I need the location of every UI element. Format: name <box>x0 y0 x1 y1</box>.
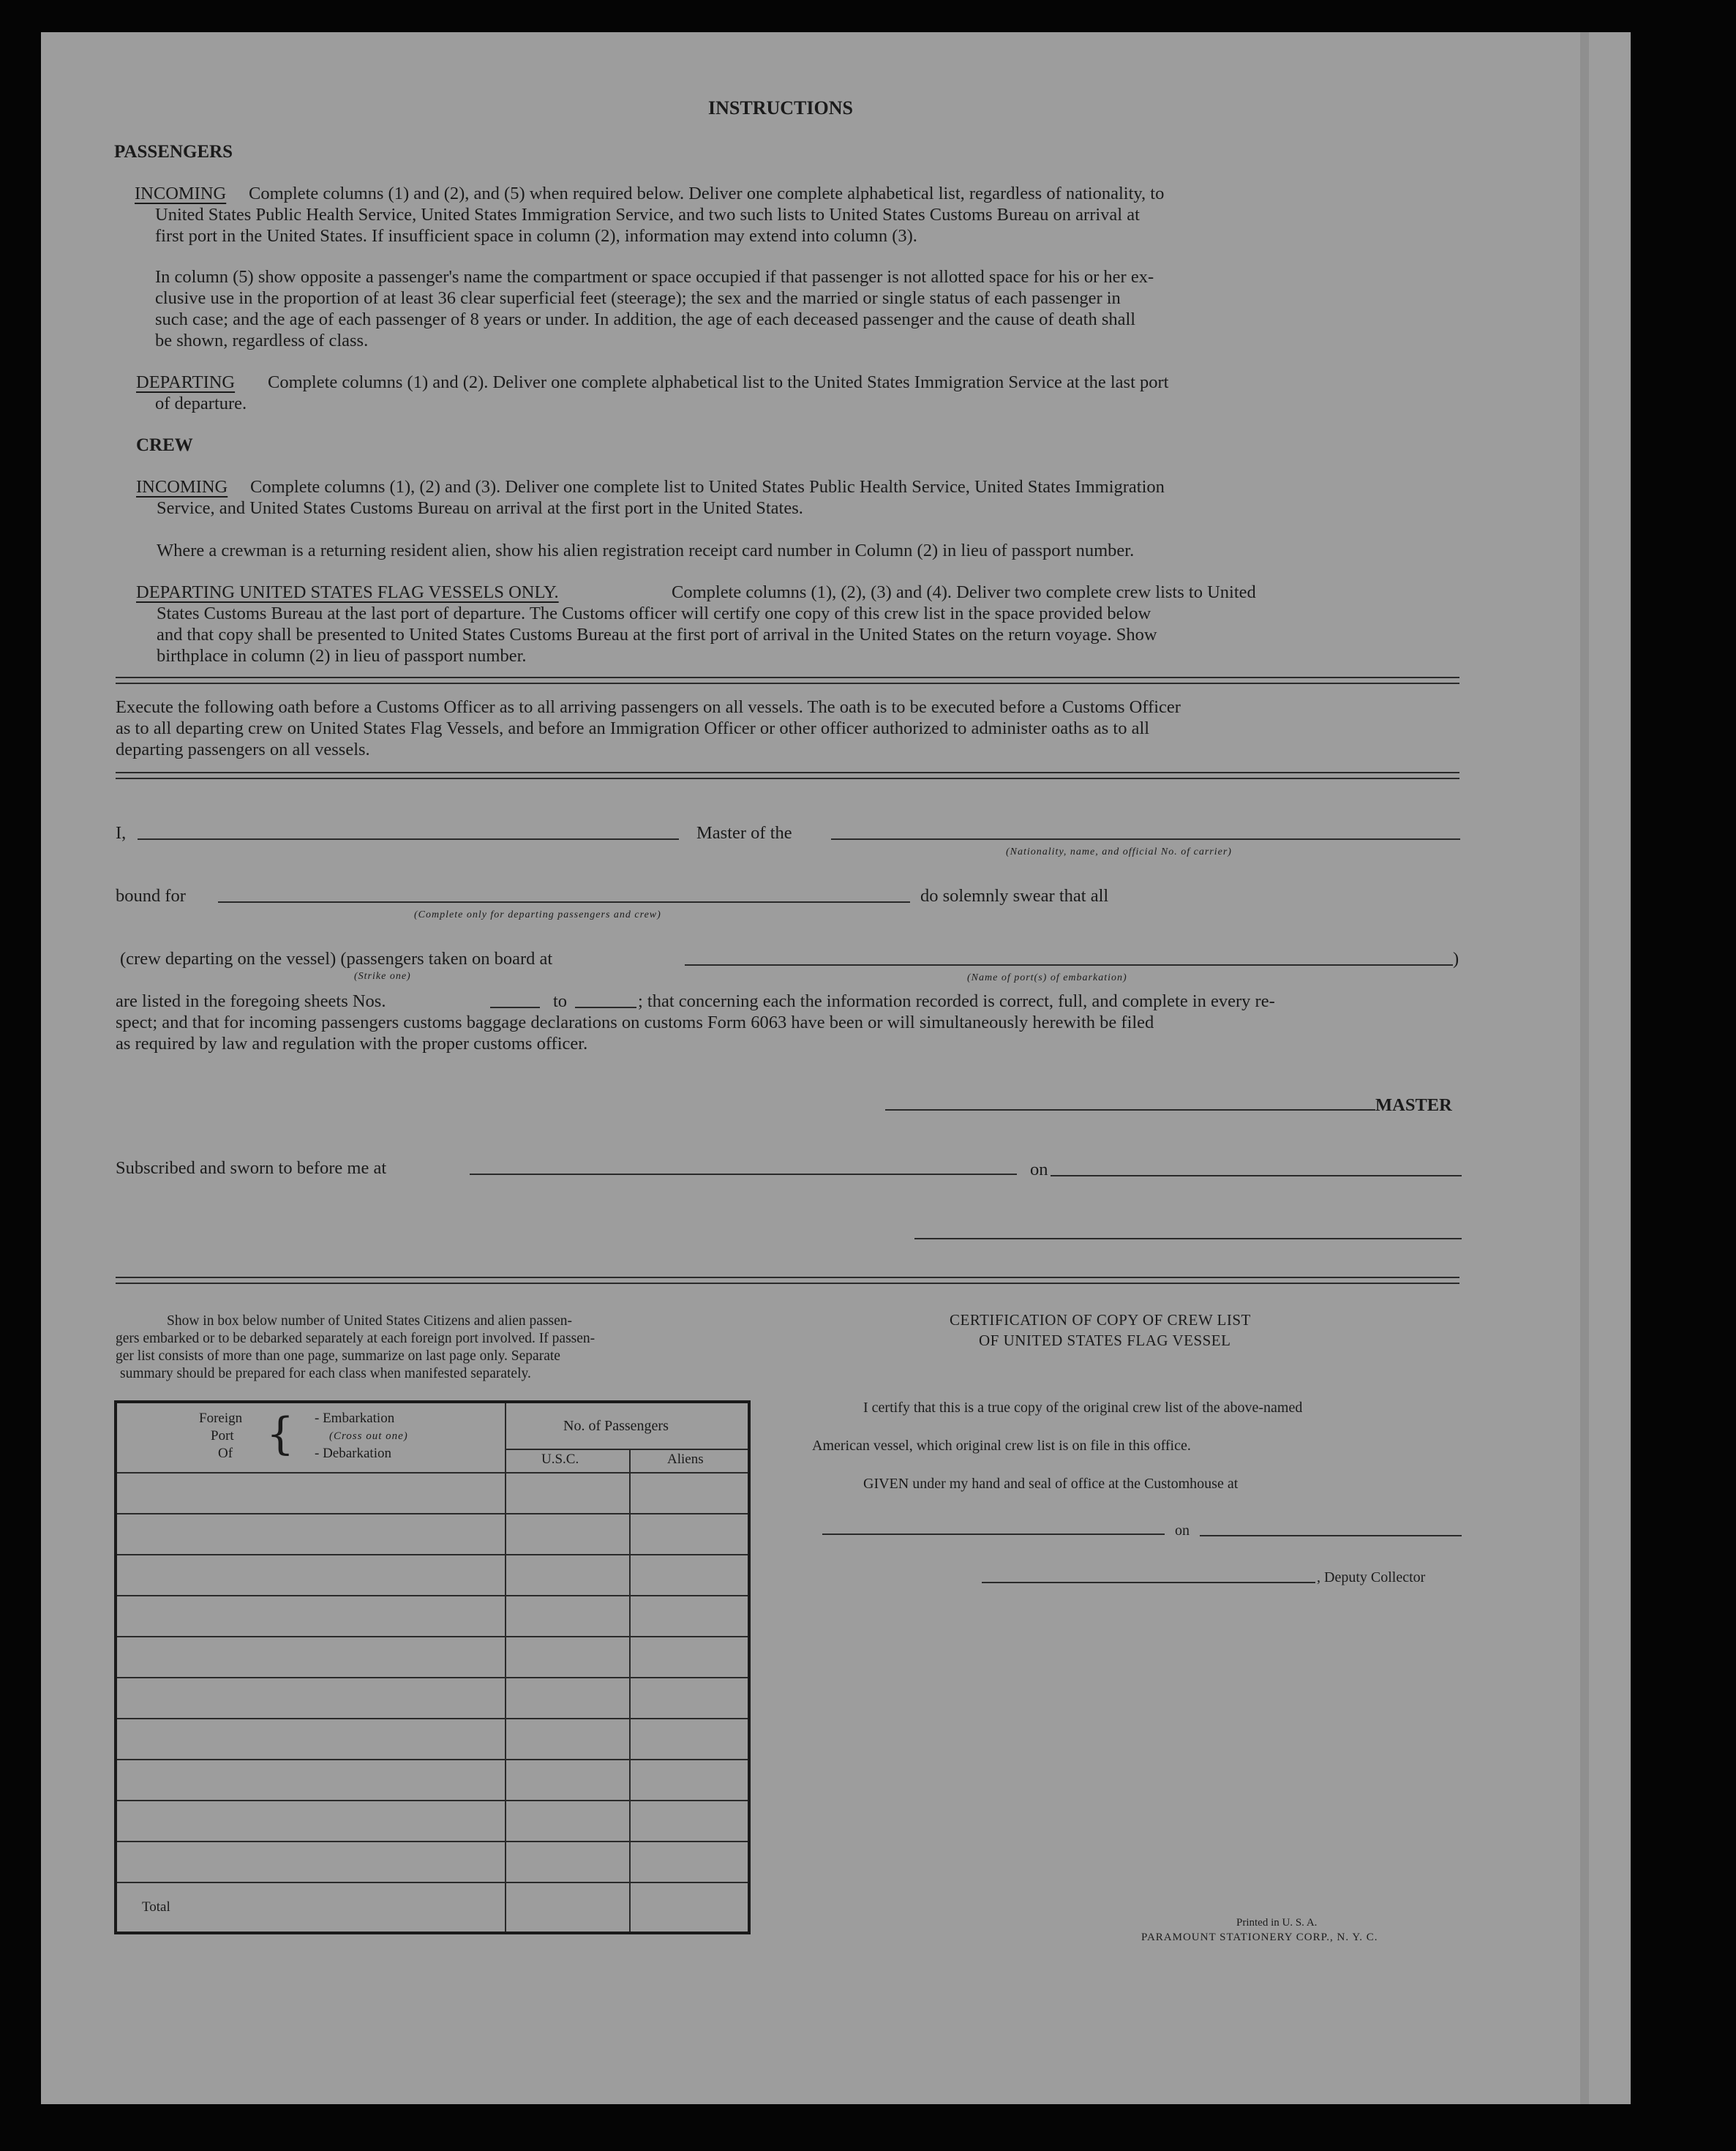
brace-icon: { <box>266 1408 295 1460</box>
summary-instructions: Show in box below number of United States Citizens and alien passen- <box>167 1313 573 1329</box>
certification-text: I certify that this is a true copy of the original crew list of the above-named <box>863 1400 1303 1416</box>
section-divider <box>116 772 1459 779</box>
carrier-note: (Nationality, name, and official No. of carrier) <box>1006 846 1232 857</box>
crew-heading: CREW <box>136 435 193 455</box>
crew-departing-strike: (crew departing on the vessel) (passengers taken on board at <box>120 949 553 969</box>
subscribed-place-field[interactable] <box>470 1174 1017 1175</box>
master-name-field[interactable] <box>138 838 679 840</box>
crew-incoming-text: Service, and United States Customs Bureau on arrival at the first port in the United States. <box>157 498 803 518</box>
crew-departing-text: States Customs Bureau at the last port of departure. The Customs officer will certify one copy of this crew list in the space provided below <box>157 604 1151 623</box>
passengers-heading: PASSENGERS <box>114 142 233 162</box>
bound-for-field[interactable] <box>218 901 910 903</box>
certification-title: CERTIFICATION OF COPY OF CREW LIST <box>950 1311 1251 1329</box>
passengers-incoming-text: Complete columns (1) and (2), and (5) when required below. Deliver one complete alphabetical list, regardless of nationality, to <box>249 184 1165 203</box>
officer-signature-field[interactable] <box>914 1238 1462 1239</box>
passengers-departing-text: Complete columns (1) and (2). Deliver one complete alphabetical list to the United States Immigration Service at the last port <box>268 372 1169 392</box>
ports-note: (Name of port(s) of embarkation) <box>967 972 1127 983</box>
page-fold-edge <box>1580 32 1589 2104</box>
summary-instructions: summary should be prepared for each class when manifested separately. <box>120 1366 531 1381</box>
bound-for-label: bound for <box>116 886 186 906</box>
section-divider <box>116 1277 1459 1284</box>
oath-i-label: I, <box>116 823 127 843</box>
sheet-to-field[interactable] <box>575 1007 636 1008</box>
listed-text: are listed in the foregoing sheets Nos. <box>116 991 386 1011</box>
deputy-collector-label: , Deputy Collector <box>1317 1569 1426 1585</box>
bound-for-note: (Complete only for departing passengers and crew) <box>414 909 661 920</box>
carrier-field[interactable] <box>831 838 1460 840</box>
printer-line: Printed in U. S. A. <box>1236 1917 1318 1929</box>
page-title: INSTRUCTIONS <box>708 97 853 119</box>
passengers-departing-text: of departure. <box>155 394 247 413</box>
close-paren: ) <box>1453 949 1459 969</box>
column5-text: clusive use in the proportion of at least 36 clear superficial feet (steerage); the sex and the married or single status of each passenger in <box>155 288 1121 308</box>
printer-line: PARAMOUNT STATIONERY CORP., N. Y. C. <box>1141 1932 1378 1943</box>
debarkation-label[interactable]: - Debarkation <box>315 1446 391 1461</box>
crew-incoming-text: Complete columns (1), (2) and (3). Deliver one complete list to United States Public Health Service, United States Immigration <box>250 477 1165 497</box>
passengers-incoming-label: INCOMING <box>135 184 227 203</box>
summary-instructions: gers embarked or to be debarked separately at each foreign port involved. If passen- <box>116 1331 595 1346</box>
column5-text: such case; and the age of each passenger of 8 years or under. In addition, the age of each deceased passenger and the cause of death shall <box>155 309 1136 329</box>
certification-title: OF UNITED STATES FLAG VESSEL <box>979 1332 1231 1349</box>
crew-departing-text: Complete columns (1), (2), (3) and (4). Deliver two complete crew lists to United <box>672 582 1256 602</box>
crew-departing-label: DEPARTING UNITED STATES FLAG VESSELS ONLY. <box>136 582 559 602</box>
cert-on-label: on <box>1175 1523 1190 1539</box>
sheet-from-field[interactable] <box>490 1007 540 1008</box>
deputy-signature-field[interactable] <box>982 1582 1315 1583</box>
col-of: Of <box>218 1446 233 1461</box>
oath-text: spect; and that for incoming passengers customs baggage declarations on customs Form 6063 have been or will simultaneously herewith be filed <box>116 1013 1154 1032</box>
passengers-incoming-text: United States Public Health Service, United States Immigration Service, and two such lists to United States Customs Bureau on arrival at <box>155 205 1140 225</box>
master-signature-field[interactable] <box>885 1109 1375 1111</box>
passengers-departing-label: DEPARTING <box>136 372 236 392</box>
ports-field[interactable] <box>685 964 1453 966</box>
listed-to-text: to <box>553 991 568 1011</box>
total-label: Total <box>142 1899 170 1915</box>
embarkation-label[interactable]: - Embarkation <box>315 1411 395 1426</box>
cross-out-note: (Cross out one) <box>329 1430 408 1442</box>
column5-text: be shown, regardless of class. <box>155 331 369 350</box>
summary-instructions: ger list consists of more than one page, summarize on last page only. Separate <box>116 1348 560 1364</box>
crew-departing-text: and that copy shall be presented to United States Customs Bureau at the first port of arrival in the United States on the return voyage. Show <box>157 625 1157 645</box>
on-label: on <box>1030 1160 1048 1179</box>
cert-date-field[interactable] <box>1200 1535 1462 1536</box>
customhouse-field[interactable] <box>822 1534 1165 1535</box>
strike-one-note: (Strike one) <box>354 971 411 982</box>
col-foreign: Foreign <box>199 1411 243 1426</box>
master-of-the-label: Master of the <box>696 823 792 843</box>
crew-resident-note: Where a crewman is a returning resident alien, show his alien registration receipt card number in Column (2) in lieu of passport number. <box>157 541 1135 560</box>
subscribed-date-field[interactable] <box>1051 1175 1462 1176</box>
crew-departing-text: birthplace in column (2) in lieu of passport number. <box>157 646 527 666</box>
col-port: Port <box>211 1428 234 1444</box>
aliens-header: Aliens <box>667 1452 704 1467</box>
oath-intro-text: Execute the following oath before a Customs Officer as to all arriving passengers on all vessels. The oath is to be executed before a Customs Officer <box>116 697 1181 717</box>
certification-text: American vessel, which original crew list is on file in this office. <box>812 1438 1191 1454</box>
listed-text: ; that concerning each the information recorded is correct, full, and complete in every re- <box>638 991 1275 1011</box>
passenger-summary-table <box>114 1400 751 1934</box>
subscribed-label: Subscribed and sworn to before me at <box>116 1158 387 1178</box>
usc-header: U.S.C. <box>541 1452 579 1467</box>
no-passengers-header: No. of Passengers <box>563 1418 669 1434</box>
certification-text: GIVEN under my hand and seal of office at the Customhouse at <box>863 1476 1239 1492</box>
master-signature-label: MASTER <box>1375 1095 1452 1115</box>
column5-text: In column (5) show opposite a passenger's name the compartment or space occupied if that passenger is not allotted space for his or her ex- <box>155 267 1154 287</box>
oath-intro-text: as to all departing crew on United States Flag Vessels, and before an Immigration Officer or other officer authorized to administer oaths as to all <box>116 718 1150 738</box>
oath-intro-text: departing passengers on all vessels. <box>116 740 370 759</box>
oath-text: as required by law and regulation with the proper customs officer. <box>116 1034 588 1054</box>
swear-text: do solemnly swear that all <box>920 886 1109 906</box>
section-divider <box>116 677 1459 684</box>
passengers-incoming-text: first port in the United States. If insufficient space in column (2), information may extend into column (3). <box>155 226 917 246</box>
crew-incoming-label: INCOMING <box>136 477 228 497</box>
